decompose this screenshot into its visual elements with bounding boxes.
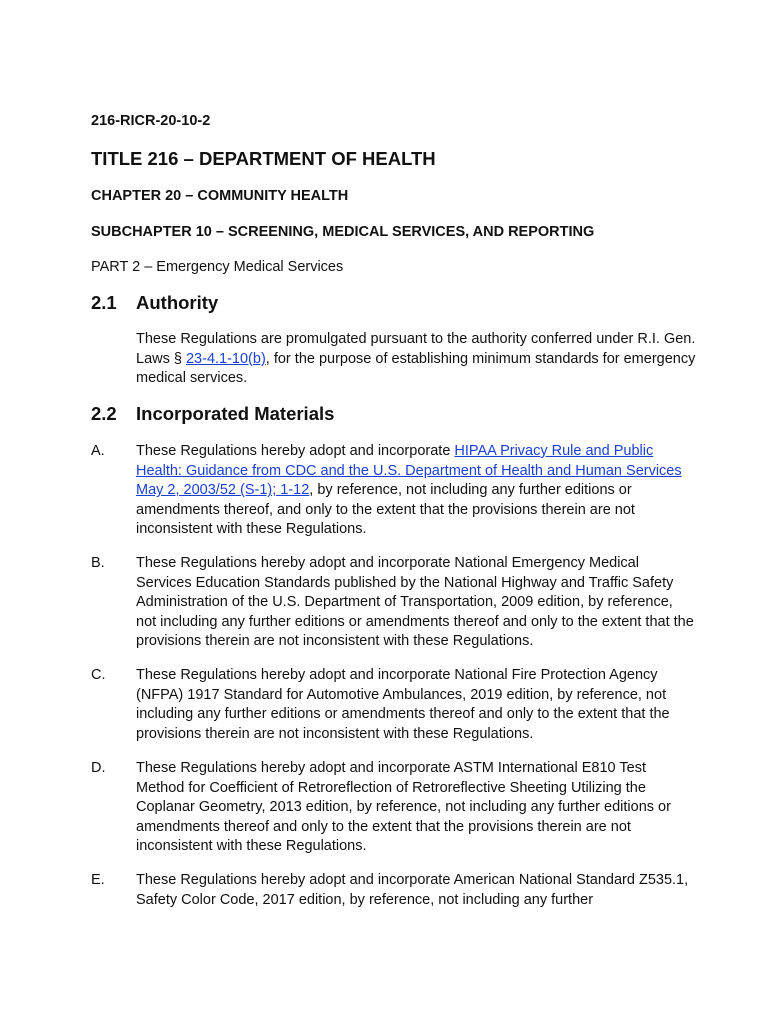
- item-text: These Regulations hereby adopt and incorporate American National Standard Z535.1, Safety Color Code, 2017 edition, by reference, not including any further: [136, 872, 689, 908]
- section-heading-authority: [91, 291, 218, 315]
- section-number: 2.1: [91, 292, 117, 313]
- item-letter: E.: [91, 872, 105, 888]
- item-letter: B.: [91, 555, 105, 571]
- section-title: Authority: [136, 292, 219, 313]
- section-number: 2.2: [91, 403, 117, 424]
- list-item: [91, 666, 701, 744]
- item-text: These Regulations hereby adopt and incorporate ASTM International E810 Test Method for Coefficient of Retroreflection of Retroreflective Sheeting Utilizing the Coplanar Geometry, 2013 edition, by reference, not including any further editions or amendments thereof and only to the extent that the provisions therein are not inconsistent with these Regulations.: [136, 760, 671, 855]
- list-item: [91, 442, 701, 540]
- section-title: Incorporated Materials: [136, 403, 335, 424]
- item-text: These Regulations hereby adopt and incorporate National Emergency Medical Services Education Standards published by the National Highway and Traffic Safety Administration of the U.S. Department of Transportation, 2009 edition, by reference, not including any further editions or amendments thereof and only to the extent that the provisions therein are not inconsistent with these Regulations.: [136, 555, 694, 650]
- authority-text-after: , for the purpose of establishing minimum standards for emergency medical services.: [136, 350, 696, 387]
- item-text-before: These Regulations hereby adopt and incorporate: [136, 443, 455, 459]
- authority-text-before: These Regulations are promulgated pursuant to the authority conferred under R.I. Gen. Laws §: [136, 331, 696, 367]
- authority-paragraph: [136, 330, 696, 389]
- document-title: TITLE 216 – DEPARTMENT OF HEALTH: [91, 148, 436, 169]
- item-text: These Regulations hereby adopt and incorporate National Fire Protection Agency (NFPA) 1917 Standard for Automotive Ambulances, 2019 edition, by reference, not including any further editions or amendments thereof and only to the extent that the provisions therein are not inconsistent with these Regulations.: [136, 667, 670, 742]
- authority-law-link[interactable]: 23-4.1-10(b): [185, 350, 266, 367]
- chapter-heading: CHAPTER 20 – COMMUNITY HEALTH: [91, 188, 349, 204]
- list-item: [91, 759, 701, 857]
- subchapter-heading: SUBCHAPTER 10 – SCREENING, MEDICAL SERVICES, AND REPORTING: [91, 224, 595, 240]
- hipaa-guidance-link[interactable]: HIPAA Privacy Rule and Public Health: Guidance from CDC and the U.S. Department of Health and Human Services May 2, 2003/52 (S-1); 1-12: [136, 443, 682, 499]
- document-id: 216-RICR-20-10-2: [91, 113, 211, 129]
- item-letter: C.: [91, 667, 106, 683]
- list-item: [91, 871, 701, 910]
- list-item: [91, 554, 701, 652]
- part-heading: PART 2 – Emergency Medical Services: [91, 259, 344, 275]
- section-heading-incorporated-materials: [91, 402, 334, 426]
- item-text: [136, 442, 696, 540]
- item-letter: D.: [91, 760, 106, 776]
- item-text-after: , by reference, not including any further editions or amendments thereof, and only to the extent that the provisions therein are not inconsistent with these Regulations.: [136, 482, 635, 538]
- item-letter: A.: [91, 443, 105, 459]
